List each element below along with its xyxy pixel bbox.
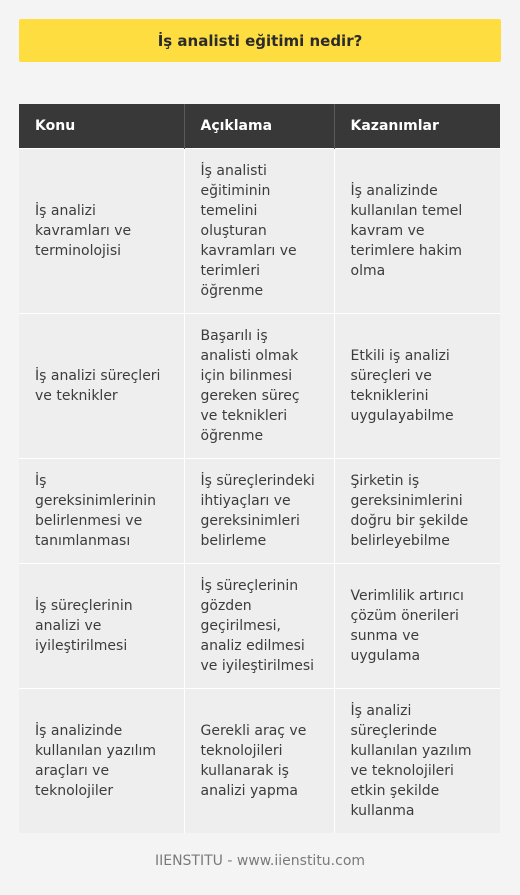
table-cell: İş süreçlerinin gözden geçirilmesi, analiz edilmesi ve iyileştirilmesi — [184, 563, 334, 688]
column-header-kazanimlar: Kazanımlar — [334, 104, 500, 148]
column-header-aciklama: Açıklama — [184, 104, 334, 148]
table-cell: İş analizi süreçleri ve teknikler — [19, 313, 184, 458]
table-cell: İş gereksinimlerinin belirlenmesi ve tanımlanması — [19, 458, 184, 563]
table-cell: İş analizinde kullanılan temel kavram ve terimlere hakim olma — [334, 148, 500, 313]
table-cell: İş süreçlerindeki ihtiyaçları ve gereksinimleri belirleme — [184, 458, 334, 563]
page-title: İş analisti eğitimi nedir? — [157, 31, 363, 50]
table-row — [19, 313, 500, 458]
table-cell: Verimlilik artırıcı çözüm önerileri sunma ve uygulama — [334, 563, 500, 688]
table-cell: İş analisti eğitiminin temelini oluşturan kavramları ve terimleri öğrenme — [184, 148, 334, 313]
table-cell: İş süreçlerinin analizi ve iyileştirilmesi — [19, 563, 184, 688]
table-row — [19, 148, 500, 313]
info-table — [19, 104, 500, 833]
table-row — [19, 458, 500, 563]
table-cell: İş analizi süreçlerinde kullanılan yazılım ve teknolojileri etkin şekilde kullanma — [334, 688, 500, 833]
table-cell: Şirketin iş gereksinimlerini doğru bir şekilde belirleyebilme — [334, 458, 500, 563]
title-banner — [19, 19, 501, 62]
table-cell: İş analizi kavramları ve terminolojisi — [19, 148, 184, 313]
column-header-konu: Konu — [19, 104, 184, 148]
footer-credit: IIENSTITU - www.iienstitu.com — [154, 853, 366, 869]
table-row — [19, 688, 500, 833]
table-cell: İş analizinde kullanılan yazılım araçları ve teknolojiler — [19, 688, 184, 833]
table-cell: Başarılı iş analisti olmak için bilinmesi gereken süreç ve teknikleri öğrenme — [184, 313, 334, 458]
table-cell: Gerekli araç ve teknolojileri kullanarak iş analizi yapma — [184, 688, 334, 833]
table-row — [19, 563, 500, 688]
table-cell: Etkili iş analizi süreçleri ve tekniklerini uygulayabilme — [334, 313, 500, 458]
table-header-row — [19, 104, 500, 148]
